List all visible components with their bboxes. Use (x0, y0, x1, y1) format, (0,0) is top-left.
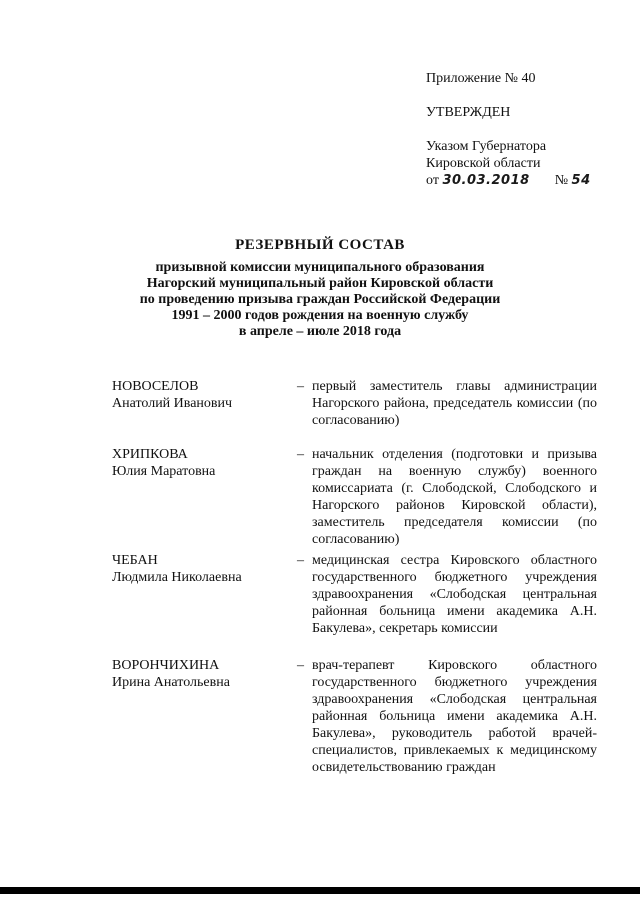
member-surname: ЧЕБАН (112, 553, 158, 568)
member-role: первый заместитель главы администрации Нагорского района, председатель комиссии (по согласованию) (312, 379, 597, 428)
member-given-name: Ирина Анатольевна (112, 675, 230, 690)
document-title: РЕЗЕРВНЫЙ СОСТАВ (235, 237, 405, 253)
document-title-block (0, 236, 640, 340)
number-prefix: № (554, 173, 569, 188)
member-name (112, 657, 282, 691)
approved-by-line-1: Указом Губернатора (426, 139, 547, 154)
subtitle-line: 1991 – 2000 годов рождения на военную службу (171, 308, 469, 323)
subtitle-line: призывной комиссии муниципального образования (155, 260, 485, 275)
dash-separator: – (297, 447, 304, 462)
member-given-name: Людмила Николаевна (112, 570, 242, 585)
member-name (112, 552, 282, 586)
dash-separator: – (297, 658, 304, 673)
dash-separator: – (297, 553, 304, 568)
member-surname: ХРИПКОВА (112, 447, 188, 462)
appendix-number: Приложение № 40 (426, 71, 536, 86)
member-role: медицинская сестра Кировского областного государственного бюджетного учреждения здравоохранения «Слободская центральная районная больница имени академика А.Н. Бакулева», секретарь комиссии (312, 553, 597, 636)
approval-block (426, 70, 626, 189)
member-given-name: Юлия Маратовна (112, 464, 216, 479)
subtitle-line: Нагорский муниципальный район Кировской области (146, 276, 494, 291)
scan-border-bar (0, 887, 640, 894)
member-name (112, 378, 282, 412)
member-role: начальник отделения (подготовки и призыва граждан на военную службу) военного комиссариата (г. Слободской, Слободского и Нагорского районов Кировской области), заместитель председателя комиссии (по согласованию) (312, 447, 597, 547)
subtitle-line: по проведению призыва граждан Российской Федерации (139, 292, 501, 307)
member-role: врач-терапевт Кировского областного государственного бюджетного учреждения здравоохранения «Слободская центральная районная больница имени академика А.Н. Бакулева», руководитель работой врачей-специалистов, привлекаемых к медицинскому освидетельствованию граждан (312, 658, 597, 775)
member-name (112, 446, 282, 480)
member-surname: ВОРОНЧИХИНА (112, 658, 220, 673)
member-given-name: Анатолий Иванович (112, 396, 233, 411)
handwritten-date: 30.03.2018 (442, 173, 530, 188)
subtitle-line: в апреле – июле 2018 года (238, 324, 402, 339)
approved-stamp: УТВЕРЖДЕН (426, 105, 511, 120)
dash-separator: – (297, 379, 304, 394)
member-surname: НОВОСЕЛОВ (112, 379, 199, 394)
document-subtitle (0, 260, 640, 340)
handwritten-number: 54 (571, 173, 591, 188)
decree-date-line (426, 172, 626, 189)
approved-by-line-2: Кировской области (426, 156, 541, 171)
date-prefix: от (426, 173, 439, 188)
